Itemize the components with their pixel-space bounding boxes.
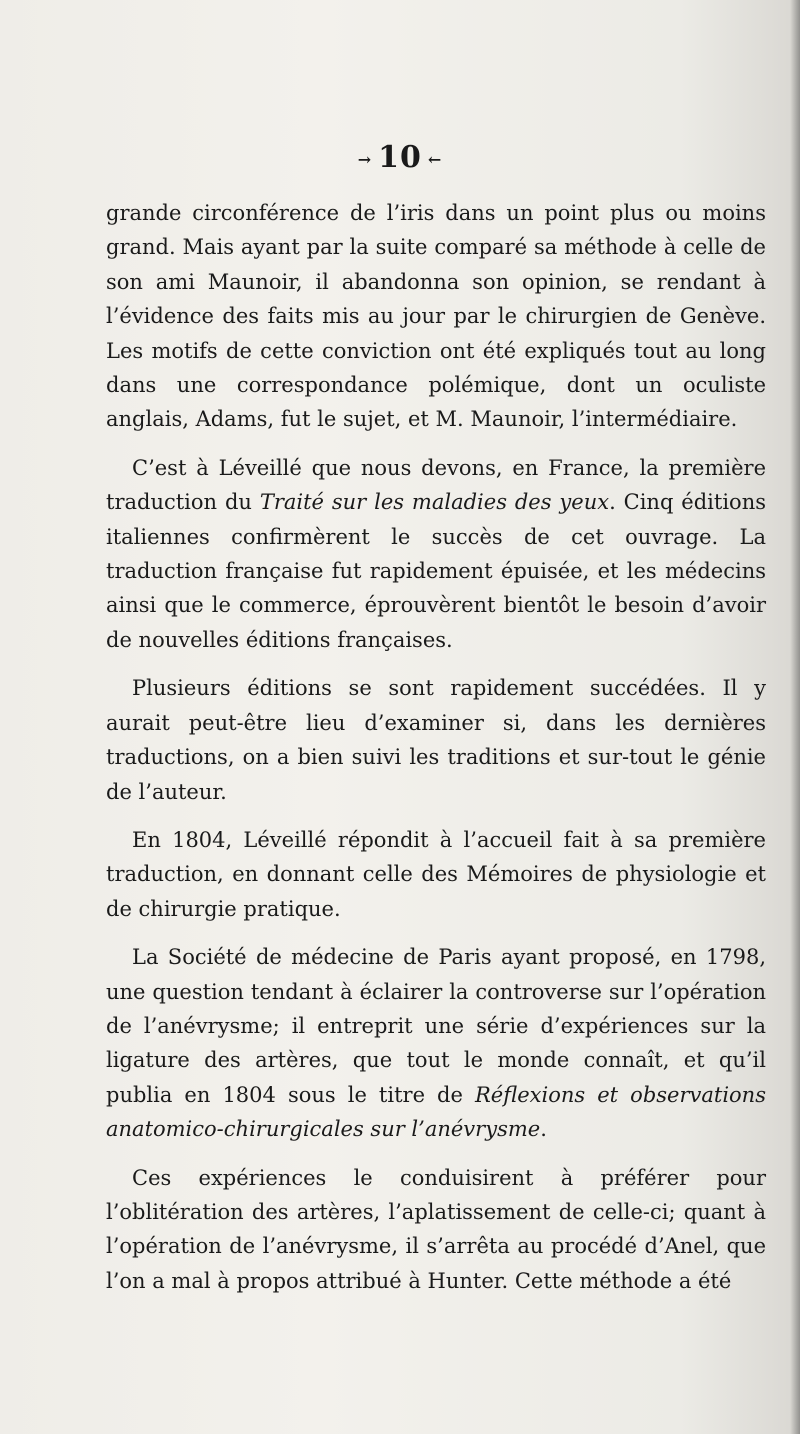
body-text	[106, 196, 766, 1298]
paragraph-traduction	[106, 451, 766, 657]
paragraph-text: C’est à Léveillé que nous devons, en France, la première traduction du	[106, 455, 766, 515]
page-number: 10	[378, 140, 422, 175]
header-ornament-right: ←	[427, 149, 443, 169]
page-edge-shadow	[790, 0, 800, 1434]
paragraph-continued: grande circonférence de l’iris dans un point plus ou moins grand. Mais ayant par la suite comparé sa méthode à celle de son ami Maunoir, il abandonna son opinion, se rendant à l’évidence des faits mis au jour par le chirurgien de Genève. Les motifs de cette conviction ont été expliqués tout au long dans une correspondance polémique, dont un oculiste anglais, Adams, fut le sujet, et M. Maunoir, l’intermédiaire.	[106, 201, 766, 432]
paragraph-text: . Cinq éditions italiennes confirmèrent le succès de cet ouvrage. La traduction française fut rapidement épuisée, et les médecins ainsi que le commerce, éprouvèrent bientôt le besoin d’avoir de nouvelles éditions françaises.	[106, 490, 766, 652]
book-title-italic: Traité sur les maladies des yeux	[259, 490, 610, 515]
paragraph-1804: En 1804, Léveillé répondit à l’accueil fait à sa première traduction, en donnant celle des Mémoires de physiologie et de chirurgie pratique.	[106, 827, 766, 921]
paragraph-experiences: Ces expériences le conduisirent à préférer pour l’oblitération des artères, l’aplatissement de celle-ci; quant à l’opération de l’anévrysme, il s’arrêta au procédé d’Anel, que l’on a mal à propos attribué à Hunter. Cette méthode a été	[106, 1165, 766, 1293]
paragraph-text: La Société de médecine de Paris ayant proposé, en 1798, une question tendant à éclairer la controverse sur l’opération de l’anévrysme; il entreprit une série d’expériences sur la ligature des artères, que tout le monde connaît, et qu’il publia en 1804 sous le titre de	[106, 945, 766, 1107]
paragraph-editions: Plusieurs éditions se sont rapidement succédées. Il y aurait peut-être lieu d’examiner si, dans les dernières traductions, on a bien suivi les traditions et sur-tout le génie de l’auteur.	[106, 676, 766, 804]
page-header	[0, 140, 800, 175]
book-title-italic: Réflexions et observations anatomico-chirurgicales sur l’anévrysme	[106, 1082, 766, 1142]
header-ornament-left: →	[357, 149, 373, 169]
paragraph-text: .	[540, 1117, 547, 1142]
paragraph-societe	[106, 940, 766, 1146]
